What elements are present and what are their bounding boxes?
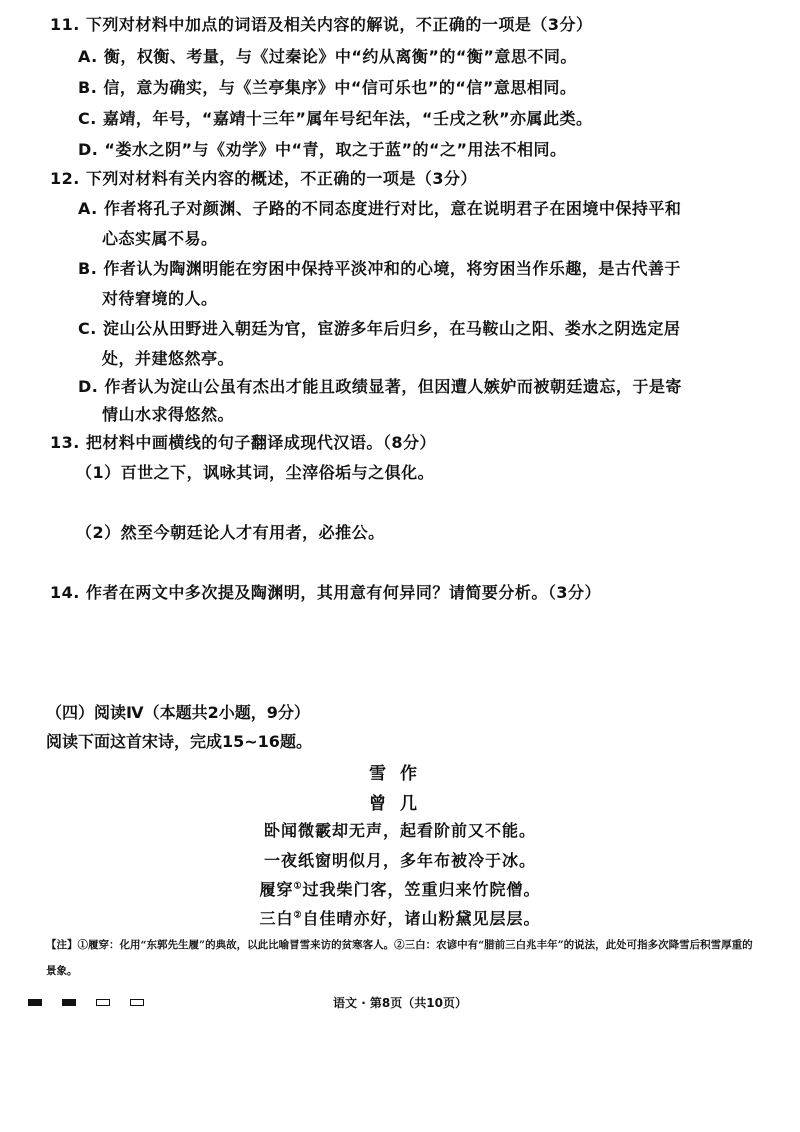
section-heading: （四）阅读Ⅳ（本题共2小题，9分） xyxy=(46,703,310,722)
q14-stem: 14. 作者在两文中多次提及陶渊明，其用意有何异同？请简要分析。（3分） xyxy=(50,583,602,602)
q13-stem: 13. 把材料中画横线的句子翻译成现代汉语。（8分） xyxy=(50,433,437,452)
footnote-ref-2: ② xyxy=(293,910,303,921)
poem-line-1-text: 卧闻微霰却无声，起看阶前又不能。 xyxy=(263,821,536,840)
poem-author: 曾几 xyxy=(369,794,431,814)
poem-line-3 xyxy=(0,877,800,900)
q12-option-d-cont: 情山水求得悠然。 xyxy=(102,405,235,424)
q12-stem: 12. 下列对材料有关内容的概述，不正确的一项是（3分） xyxy=(50,169,478,188)
poem-line-3-tail: 过我柴门客，笠重归来竹院僧。 xyxy=(302,880,541,899)
page-number: 语文 · 第8页（共10页） xyxy=(333,996,467,1010)
q12-option-d: D. 作者认为淀山公虽有杰出才能且政绩显著，但因遭人嫉妒而被朝廷遗忘，于是寄 xyxy=(78,377,682,396)
section-instruction: 阅读下面这首宋诗，完成15~16题。 xyxy=(46,732,312,751)
poem-line-4-tail: 自佳晴亦好，诸山粉黛见层层。 xyxy=(302,909,541,928)
q12-option-a: A. 作者将孔子对颜渊、子路的不同态度进行对比，意在说明君子在困境中保持平和 xyxy=(78,199,682,218)
q12-option-b: B. 作者认为陶渊明能在穷困中保持平淡冲和的心境，将穷困当作乐趣，是古代善于 xyxy=(78,259,681,278)
footnote-ref-1: ① xyxy=(293,881,303,892)
q11-option-d: D. “娄水之阴”与《劝学》中“青，取之于蓝”的“之”用法不相同。 xyxy=(78,140,567,159)
poem-note: 【注】①履穿：化用“东郭先生履”的典故，以此比喻冒雪来访的贫寒客人。②三白：农谚中有“腊前三白兆丰年”的说法，此处可指多次降雪后积雪厚重的景象。 xyxy=(46,939,753,977)
q11-stem: 11. 下列对材料中加点的词语及相关内容的解说，不正确的一项是（3分） xyxy=(50,15,593,34)
q11-option-b: B. 信，意为确实，与《兰亭集序》中“信可乐也”的“信”意思相同。 xyxy=(78,78,577,97)
q12-option-c-cont: 处，并建悠然亭。 xyxy=(102,349,235,368)
q11-option-a: A. 衡，权衡、考量，与《过秦论》中“约从离衡”的“衡”意思不同。 xyxy=(78,47,577,66)
poem-line-4 xyxy=(0,906,800,929)
poem-line-1 xyxy=(0,818,800,841)
q13-item-1: （1）百世之下，讽咏其词，尘滓俗垢与之俱化。 xyxy=(76,463,435,482)
poem-line-2 xyxy=(0,848,800,871)
q12-option-a-cont: 心态实属不易。 xyxy=(102,229,218,248)
poem-title: 雪作 xyxy=(369,764,431,784)
poem-line-4-head: 三白 xyxy=(259,909,294,928)
q13-item-2: （2）然至今朝廷论人才有用者，必推公。 xyxy=(76,523,385,542)
poem-line-2-text: 一夜纸窗明似月，多年布被冷于冰。 xyxy=(263,851,536,870)
q11-option-c: C. 嘉靖，年号，“嘉靖十三年”属年号纪年法，“壬戌之秋”亦属此类。 xyxy=(78,109,593,128)
q12-option-c: C. 淀山公从田野进入朝廷为官，宦游多年后归乡，在马鞍山之阳、娄水之阴选定居 xyxy=(78,319,681,338)
q12-option-b-cont: 对待窘境的人。 xyxy=(102,289,218,308)
poem-line-3-head: 履穿 xyxy=(259,880,294,899)
